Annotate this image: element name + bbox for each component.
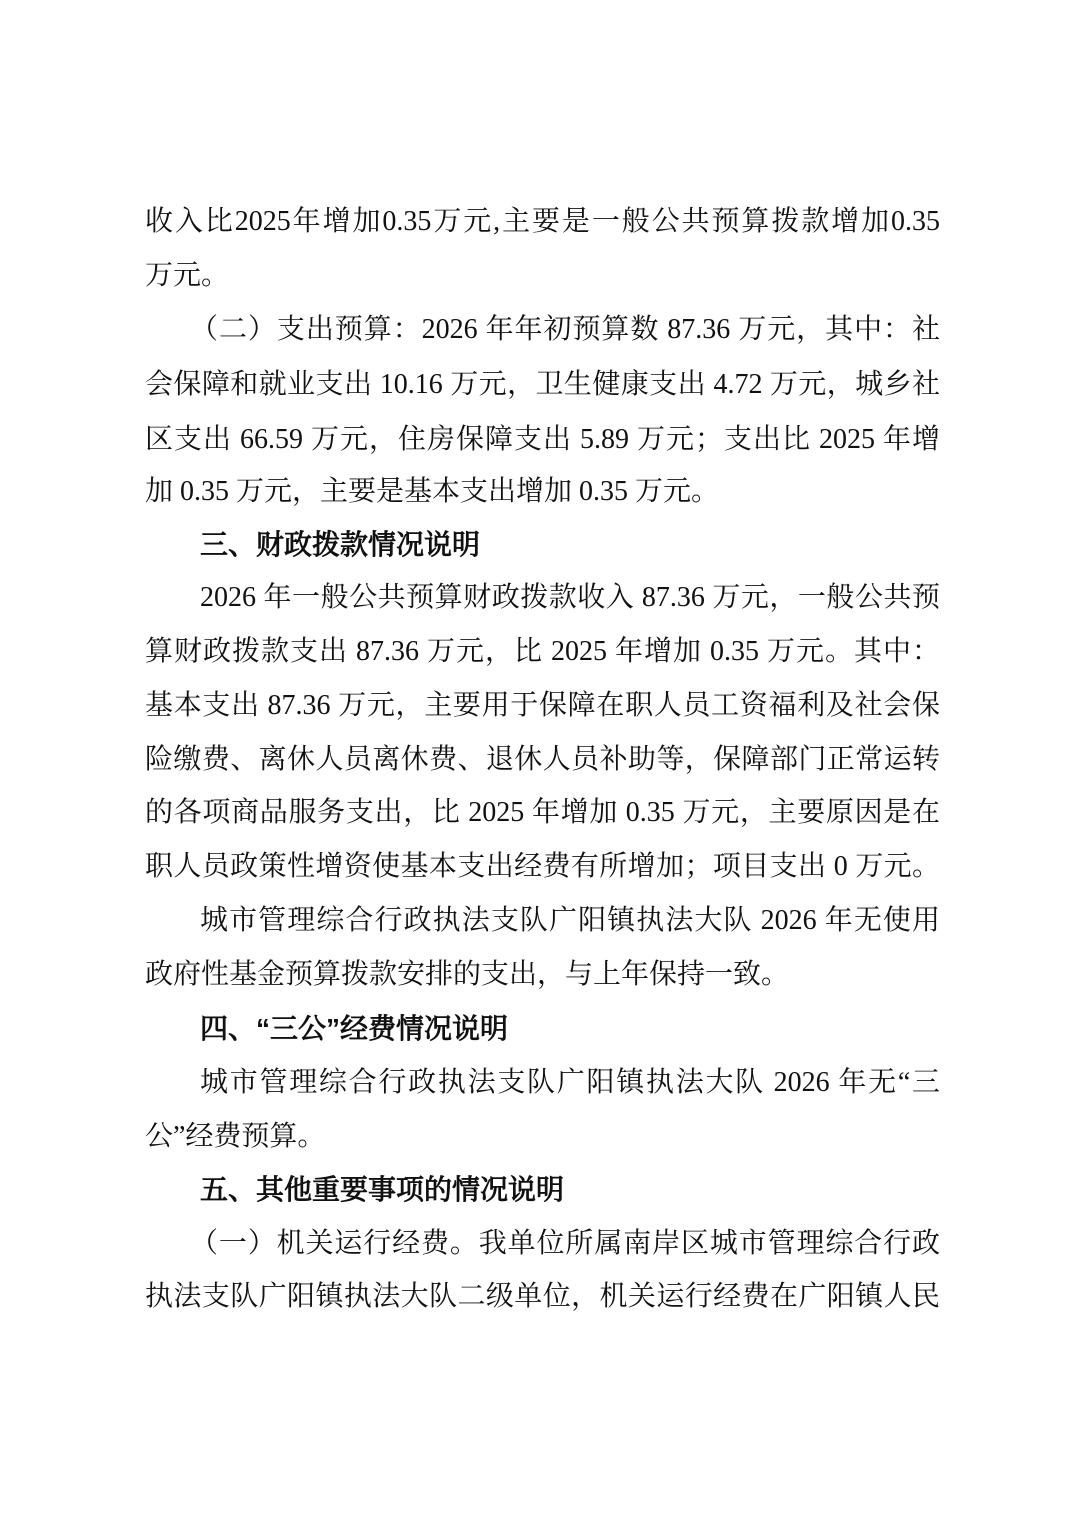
paragraph-line: 职人员政策性增资使基本支出经费有所增加；项目支出 0 万元。 [145,851,940,882]
paragraph-line: 加 0.35 万元，主要是基本支出增加 0.35 万元。 [145,476,720,507]
paragraph-line: （二）支出预算：2026 年年初预算数 87.36 万元，其中：社 [190,314,940,345]
paragraph-line: 算财政拨款支出 87.36 万元，比 2025 年增加 0.35 万元。其中： [145,636,940,667]
paragraph-line: 收入比2025年增加0.35万元,主要是一般公共预算拨款增加0.35 [145,206,940,237]
section-heading: 三、财政拨款情况说明 [200,529,481,560]
paragraph-line: 政府性基金预算拨款安排的支出，与上年保持一致。 [145,959,790,990]
paragraph-line: 基本支出 87.36 万元，主要用于保障在职人员工资福利及社会保 [145,690,940,721]
paragraph-line: 万元。 [145,260,230,291]
paragraph-line: 执法支队广阳镇执法大队二级单位，机关运行经费在广阳镇人民 [145,1281,940,1312]
paragraph-line: 险缴费、离休人员离休费、退休人员补助等，保障部门正常运转 [145,744,940,775]
paragraph-line: 会保障和就业支出 10.16 万元，卫生健康支出 4.72 万元，城乡社 [145,369,940,400]
paragraph-line: 的各项商品服务支出，比 2025 年增加 0.35 万元，主要原因是在 [145,797,940,828]
paragraph-line: 城市管理综合行政执法支队广阳镇执法大队 2026 年无“三 [200,1067,940,1098]
section-heading: 四、“三公”经费情况说明 [200,1013,509,1044]
paragraph-line: 公”经费预算。 [145,1121,326,1152]
paragraph-line: 区支出 66.59 万元，住房保障支出 5.89 万元；支出比 2025 年增 [145,424,940,455]
section-heading: 五、其他重要事项的情况说明 [200,1174,565,1205]
paragraph-line: （一）机关运行经费。我单位所属南岸区城市管理综合行政 [190,1228,940,1259]
paragraph-line: 城市管理综合行政执法支队广阳镇执法大队 2026 年无使用 [200,905,940,936]
paragraph-line: 2026 年一般公共预算财政拨款收入 87.36 万元，一般公共预 [200,582,940,613]
